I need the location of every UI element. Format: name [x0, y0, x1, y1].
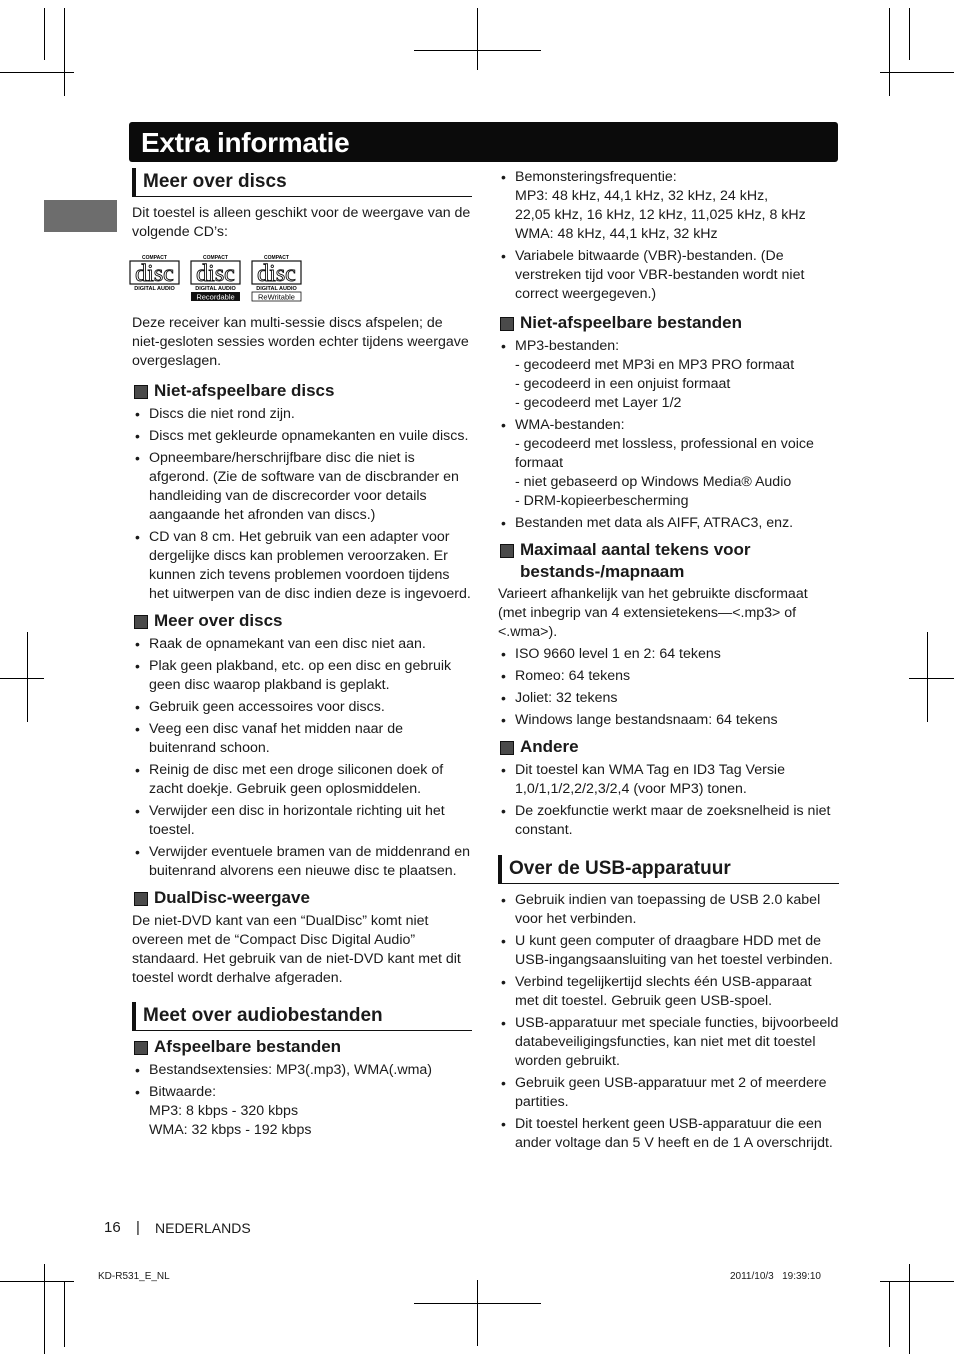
list-meer-over-discs [132, 635, 472, 881]
crop-mark [909, 678, 954, 679]
list-niet-afspeelbare-discs [132, 405, 472, 604]
svg-text:COMPACT: COMPACT [264, 255, 289, 261]
list-item: • Dit toestel kan WMA Tag en ID3 Tag Versie 1,0/1,1/2,2/2,3/2,4 (voor MP3) tonen. [498, 761, 839, 799]
list-item: • Reinig de disc met een droge siliconen doek of zacht doekje. Gebruik geen oplosmiddelen. [132, 761, 472, 799]
subheading-meer-over-discs: Meer over discs [132, 610, 472, 632]
list-item: • CD van 8 cm. Het gebruik van een adapter voor dergelijke discs kan problemen veroorzaken. Er kunnen zich tevens problemen voordoen tijdens het uitwerpen van de disc indien deze is ingevoerd. [132, 528, 472, 604]
list-afspeelbare-bestanden [132, 1061, 472, 1140]
list-item: • De zoekfunctie werkt maar de zoeksnelheid is niet constant. [498, 802, 839, 840]
crop-mark [0, 1281, 74, 1282]
crop-mark [880, 1281, 954, 1282]
square-bullet-icon [134, 892, 148, 906]
subheading-niet-afspeelbare-bestanden: Niet-afspeelbare bestanden [498, 312, 839, 334]
footer-language: NEDERLANDS [155, 1220, 251, 1236]
footer-separator: | [136, 1219, 140, 1236]
crop-mark [0, 678, 44, 679]
dualdisc-text: De niet-DVD kant van een “DualDisc” komt niet overeen met de “Compact Disc Digital Audio” standaard. Het gebruik van de niet-DVD kant met dit toestel wordt derhalve afgeraden. [132, 913, 461, 986]
list-item: • WMA-bestanden: - gecodeerd met lossless, professional en voice formaat - niet gebaseerd op Windows Media® Audio - DRM-kopieerbescherming [498, 416, 839, 511]
crop-mark [27, 632, 28, 722]
crop-mark [64, 1281, 65, 1347]
crop-mark [889, 8, 890, 96]
crop-mark [880, 72, 954, 73]
svg-text:DIGITAL AUDIO: DIGITAL AUDIO [256, 286, 297, 292]
section-heading-usb: Over de USB-apparatuur [498, 855, 839, 884]
section-heading-meer-over-discs: Meer over discs [132, 168, 472, 197]
list-item: • Veeg een disc vanaf het midden naar de buitenrand schoon. [132, 720, 472, 758]
list-item: • Windows lange bestandsnaam: 64 tekens [498, 711, 839, 730]
page-title: Extra informatie [141, 127, 350, 158]
list-niet-afspeelbare-bestanden [498, 337, 839, 533]
compact-disc-logo [128, 254, 181, 302]
list-item: • Discs die niet rond zijn. [132, 405, 472, 424]
compact-disc-rewritable-logo [250, 254, 303, 302]
language-tab-marker [44, 200, 117, 232]
right-column [498, 168, 839, 1156]
list-item: • Joliet: 32 tekens [498, 689, 839, 708]
svg-text:Recordable: Recordable [196, 292, 235, 302]
list-item: • MP3-bestanden: - gecodeerd met MP3i en MP3 PRO formaat - gecodeerd in een onjuist formaat - gecodeerd met Layer 1/2 [498, 337, 839, 413]
svg-text:ReWritable: ReWritable [258, 292, 295, 302]
crop-mark [909, 1264, 910, 1354]
intro-text: Dit toestel is alleen geschikt voor de weergave van de volgende CD’s: [132, 205, 471, 240]
list-item: • Verbind tegelijkertijd slechts één USB-apparaat met dit toestel. Gebruik geen USB-spoel. [498, 973, 839, 1011]
crop-mark [477, 8, 478, 70]
square-bullet-icon [500, 544, 514, 558]
subheading-max-tekens: Maximaal aantal tekens voor bestands-/mapnaam [498, 539, 839, 583]
list-item: • Raak de opnamekant van een disc niet aan. [132, 635, 472, 654]
svg-text:disc: disc [135, 261, 174, 287]
print-datetime: 2011/10/3 19:39:10 [729, 1271, 821, 1282]
subheading-afspeelbare-bestanden: Afspeelbare bestanden [132, 1036, 472, 1058]
list-item: • Opneembare/herschrijfbare disc die niet is afgerond. (Zie de software van de discbrander en handleiding van de discrecorder voor details aangaande het afronden van discs.) [132, 449, 472, 525]
list-item: • Bestanden met data als AIFF, ATRAC3, enz. [498, 514, 839, 533]
list-item: • ISO 9660 level 1 en 2: 64 tekens [498, 645, 839, 664]
subheading-andere: Andere [498, 736, 839, 758]
list-item: • Gebruik geen USB-apparatuur met 2 of meerdere partities. [498, 1074, 839, 1112]
svg-text:COMPACT: COMPACT [203, 255, 228, 261]
list-item: • Gebruik indien van toepassing de USB 2.0 kabel voor het verbinden. [498, 891, 839, 929]
section-heading-audiobestanden: Meet over audiobestanden [132, 1002, 472, 1031]
crop-mark [44, 8, 45, 60]
crop-mark [44, 1264, 45, 1354]
svg-text:disc: disc [257, 261, 296, 287]
list-item: • Bitwaarde: MP3: 8 kbps - 320 kbps WMA: 32 kbps - 192 kbps [132, 1083, 472, 1140]
square-bullet-icon [134, 615, 148, 629]
list-item: • Discs met gekleurde opnamekanten en vuile discs. [132, 427, 472, 446]
square-bullet-icon [500, 317, 514, 331]
svg-text:COMPACT: COMPACT [142, 255, 167, 261]
list-item: • Bemonsteringsfrequentie: MP3: 48 kHz, 44,1 kHz, 32 kHz, 24 kHz, 22,05 kHz, 16 kHz, 12 kHz, 11,025 kHz, 8 kHz WMA: 48 kHz, 44,1 kHz, 32 kHz [498, 168, 839, 244]
page-number: 16 [104, 1219, 121, 1236]
list-item: • USB-apparatuur met speciale functies, bijvoorbeeld databeveiligingsfuncties, kan niet met dit toestel worden gebruikt. [498, 1014, 839, 1071]
subheading-niet-afspeelbare-discs: Niet-afspeelbare discs [132, 380, 472, 402]
crop-mark [927, 632, 928, 722]
list-item: • Bestandsextensies: MP3(.mp3), WMA(.wma) [132, 1061, 472, 1080]
list-item: • Gebruik geen accessoires voor discs. [132, 698, 472, 717]
list-item: • Verwijder eventuele bramen van de middenrand en buitenrand alvorens een nieuwe disc te plaatsen. [132, 843, 472, 881]
square-bullet-icon [134, 385, 148, 399]
list-usb [498, 891, 839, 1153]
file-id: KD-R531_E_NL [98, 1271, 170, 1282]
list-afspeelbare-bestanden-vervolg [498, 168, 839, 304]
crop-mark [64, 8, 65, 96]
compact-disc-recordable-logo [189, 254, 242, 302]
list-item: • Variabele bitwaarde (VBR)-bestanden. (De verstreken tijd voor VBR-bestanden wordt niet correct weergegeven.) [498, 247, 839, 304]
crop-mark [477, 1280, 478, 1346]
left-column [132, 168, 472, 1143]
page-title-bar [129, 122, 838, 162]
list-andere [498, 761, 839, 840]
list-max-tekens [498, 645, 839, 730]
max-tekens-intro: Varieert afhankelijk van het gebruikte discformaat (met inbegrip van 4 extensietekens—<.mp3> of <.wma>). [498, 586, 808, 640]
list-item: • U kunt geen computer of draagbare HDD met de USB-ingangsaansluiting van het toestel verbinden. [498, 932, 839, 970]
square-bullet-icon [500, 741, 514, 755]
cd-logos [128, 254, 472, 302]
multisession-text: Deze receiver kan multi-sessie discs afspelen; de niet-gesloten sessies worden echter tijdens weergave overgeslagen. [132, 315, 469, 369]
svg-text:DIGITAL AUDIO: DIGITAL AUDIO [195, 286, 236, 292]
crop-mark [889, 1281, 890, 1347]
svg-text:disc: disc [196, 261, 235, 287]
crop-mark [0, 72, 74, 73]
list-item: • Verwijder een disc in horizontale richting uit het toestel. [132, 802, 472, 840]
square-bullet-icon [134, 1041, 148, 1055]
crop-mark [909, 8, 910, 60]
svg-text:DIGITAL AUDIO: DIGITAL AUDIO [134, 286, 175, 292]
list-item: • Dit toestel herkent geen USB-apparatuur die een ander voltage dan 5 V heeft en de 1 A overschrijdt. [498, 1115, 839, 1153]
list-item: • Romeo: 64 tekens [498, 667, 839, 686]
list-item: • Plak geen plakband, etc. op een disc en gebruik geen disc waarop plakband is geplakt. [132, 657, 472, 695]
subheading-dualdisc: DualDisc-weergave [132, 887, 472, 909]
